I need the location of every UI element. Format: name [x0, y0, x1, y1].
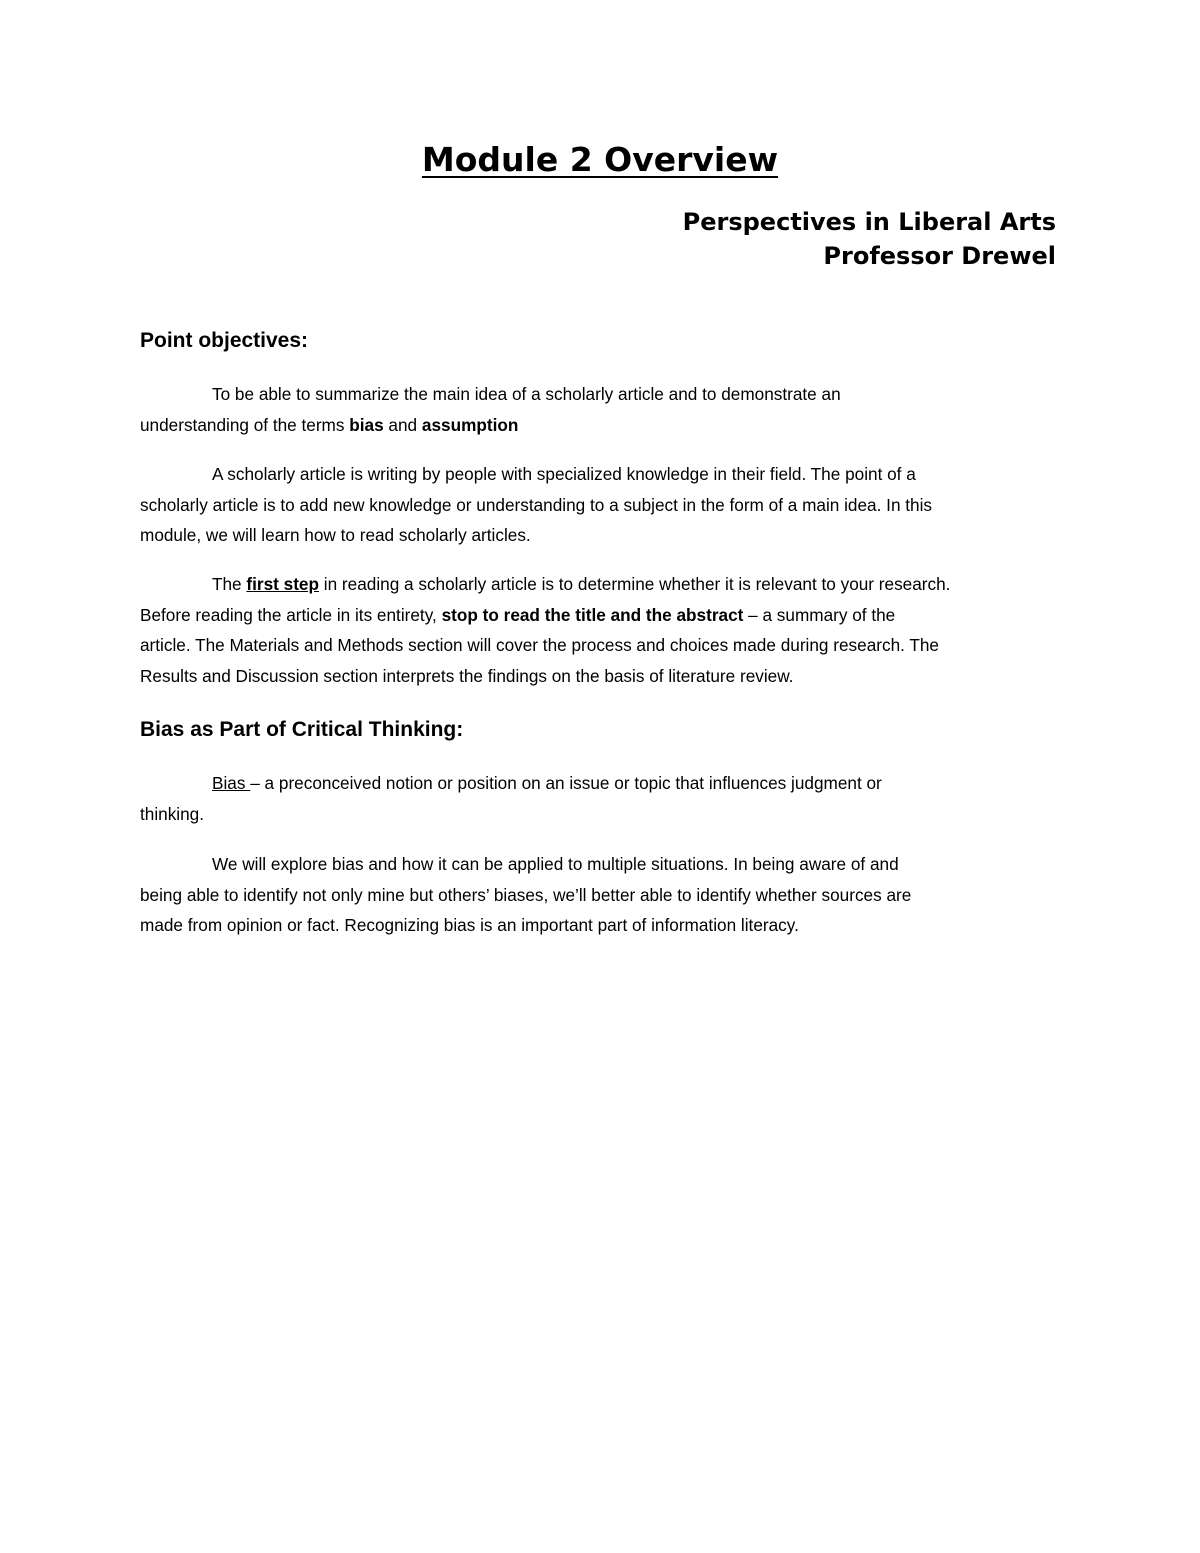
- scholarly-article-paragraph: [140, 459, 1060, 551]
- paragraph-line: module, we will learn how to read scholarly articles.: [140, 525, 531, 545]
- paragraph-line: scholarly article is to add new knowledge or understanding to a subject in the form of a main idea. In this: [140, 494, 933, 515]
- text-run: – a summary of the: [743, 604, 896, 625]
- professor-name: Professor Drewel: [823, 242, 1056, 270]
- text-run: in reading a scholarly article is to determine whether it is relevant to your research.: [319, 574, 951, 594]
- bias-definition-term: Bias: [212, 773, 251, 793]
- text-run: understanding of the terms: [140, 414, 350, 435]
- course-name: Perspectives in Liberal Arts: [682, 208, 1056, 236]
- abstract-emphasis: stop to read the title and the abstract: [441, 604, 744, 625]
- text-run: – a preconceived notion or position on an issue or topic that influences judgment or: [250, 773, 882, 793]
- bias-heading: Bias as Part of Critical Thinking:: [140, 718, 464, 741]
- bias-term: bias: [349, 414, 384, 435]
- paragraph-line: article. The Materials and Methods section will cover the process and choices made during research. The: [140, 635, 939, 655]
- paragraph-line: [140, 569, 1060, 600]
- bias-definition-paragraph: [140, 768, 1060, 829]
- text-run: and: [383, 414, 422, 435]
- objectives-paragraph: [140, 379, 1060, 440]
- paragraph-line: thinking.: [140, 803, 205, 824]
- paragraph-line: [140, 768, 1060, 799]
- paragraph-line: made from opinion or fact. Recognizing bias is an important part of information literacy.: [140, 915, 799, 935]
- paragraph-line: [140, 410, 1060, 441]
- text-run: Before reading the article in its entirety,: [140, 604, 442, 625]
- document-title: Module 2 Overview: [421, 140, 779, 179]
- paragraph-line: To be able to summarize the main idea of a scholarly article and to demonstrate an: [212, 384, 841, 404]
- paragraph-line: Results and Discussion section interprets the findings on the basis of literature review.: [140, 665, 794, 686]
- paragraph-line: being able to identify not only mine but others’ biases, we’ll better able to identify whether sources are: [140, 884, 912, 905]
- paragraph-line: We will explore bias and how it can be applied to multiple situations. In being aware of and: [212, 854, 899, 874]
- text-run: The: [212, 574, 247, 594]
- first-step-emphasis: first step: [246, 574, 319, 594]
- bias-explore-paragraph: [140, 849, 1060, 941]
- objectives-heading: Point objectives:: [140, 329, 309, 352]
- paragraph-line: A scholarly article is writing by people with specialized knowledge in their field. The point of a: [212, 464, 916, 484]
- first-step-paragraph: [140, 569, 1060, 691]
- paragraph-line: [140, 600, 1060, 631]
- assumption-term: assumption: [421, 414, 519, 435]
